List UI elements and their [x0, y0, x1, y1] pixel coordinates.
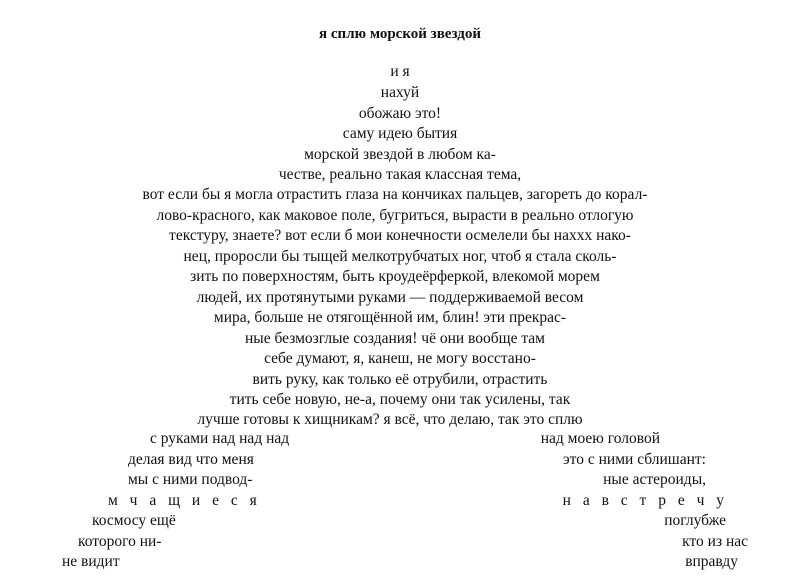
right-line: вправду — [685, 553, 738, 570]
left-line: которого ни- — [78, 533, 162, 550]
right-line: н а в с т р е ч у — [562, 492, 728, 509]
poem-line: текстуру, знаете? вот если б мои конечности осмелели бы наххх нако- — [169, 227, 631, 244]
poem-line: честве, реально такая классная тема, — [278, 166, 522, 183]
right-line: это с ними сблишант: — [563, 451, 706, 468]
poem-line: зить по поверхностям, быть кроудеёрферкой, влекомой морем — [190, 268, 600, 285]
poem-line: людей, их протянутыми руками — поддерживаемой весом — [196, 289, 584, 306]
right-line: над моею головой — [540, 430, 660, 447]
left-line: космосу ещё — [92, 512, 176, 529]
poem-line: ные безмозглые создания! чё они вообще там — [245, 330, 545, 347]
poem-line: мира, больше не отягощённой им, блин! эти прекрас- — [213, 309, 567, 326]
poem-line: нахуй — [380, 84, 420, 101]
poem-line: обожаю это! — [358, 105, 442, 122]
poem-line: вить руку, как только её отрубили, отрастить — [252, 371, 548, 388]
right-line: ные астероиды, — [603, 471, 706, 488]
right-line: поглубже — [664, 512, 726, 529]
poem-line: лучше готовы к хищникам? я всё, что делаю, так это сплю — [197, 411, 583, 428]
left-line: м ч а щ и е с я — [108, 492, 261, 509]
poem-line: и я — [390, 63, 410, 80]
left-line: не видит — [62, 553, 120, 570]
poem-title: я сплю морской звездой — [319, 26, 481, 42]
left-line: делая вид что меня — [128, 451, 254, 468]
poem-line: лово-красного, как маковое поле, бугриться, вырасти в реально отлогую — [156, 207, 634, 224]
poem-line: тить себе новую, не-а, почему они так усилены, так — [229, 391, 571, 408]
left-line: мы с ними подвод- — [128, 471, 253, 488]
poem-line: морской звездой в любом ка- — [304, 146, 496, 163]
poem-line: себе думают, я, канеш, не могу восстано- — [264, 350, 536, 367]
poem-line: нец, проросли бы тыщей мелкотрубчатых ног, чтоб я стала сколь- — [183, 248, 617, 265]
poem-line: саму идею бытия — [342, 125, 458, 142]
right-line: кто из нас — [682, 533, 748, 550]
poem-line: вот если бы я могла отрастить глаза на кончиках пальцев, загореть до корал- — [142, 186, 648, 203]
left-line: с руками над над над — [150, 430, 290, 447]
